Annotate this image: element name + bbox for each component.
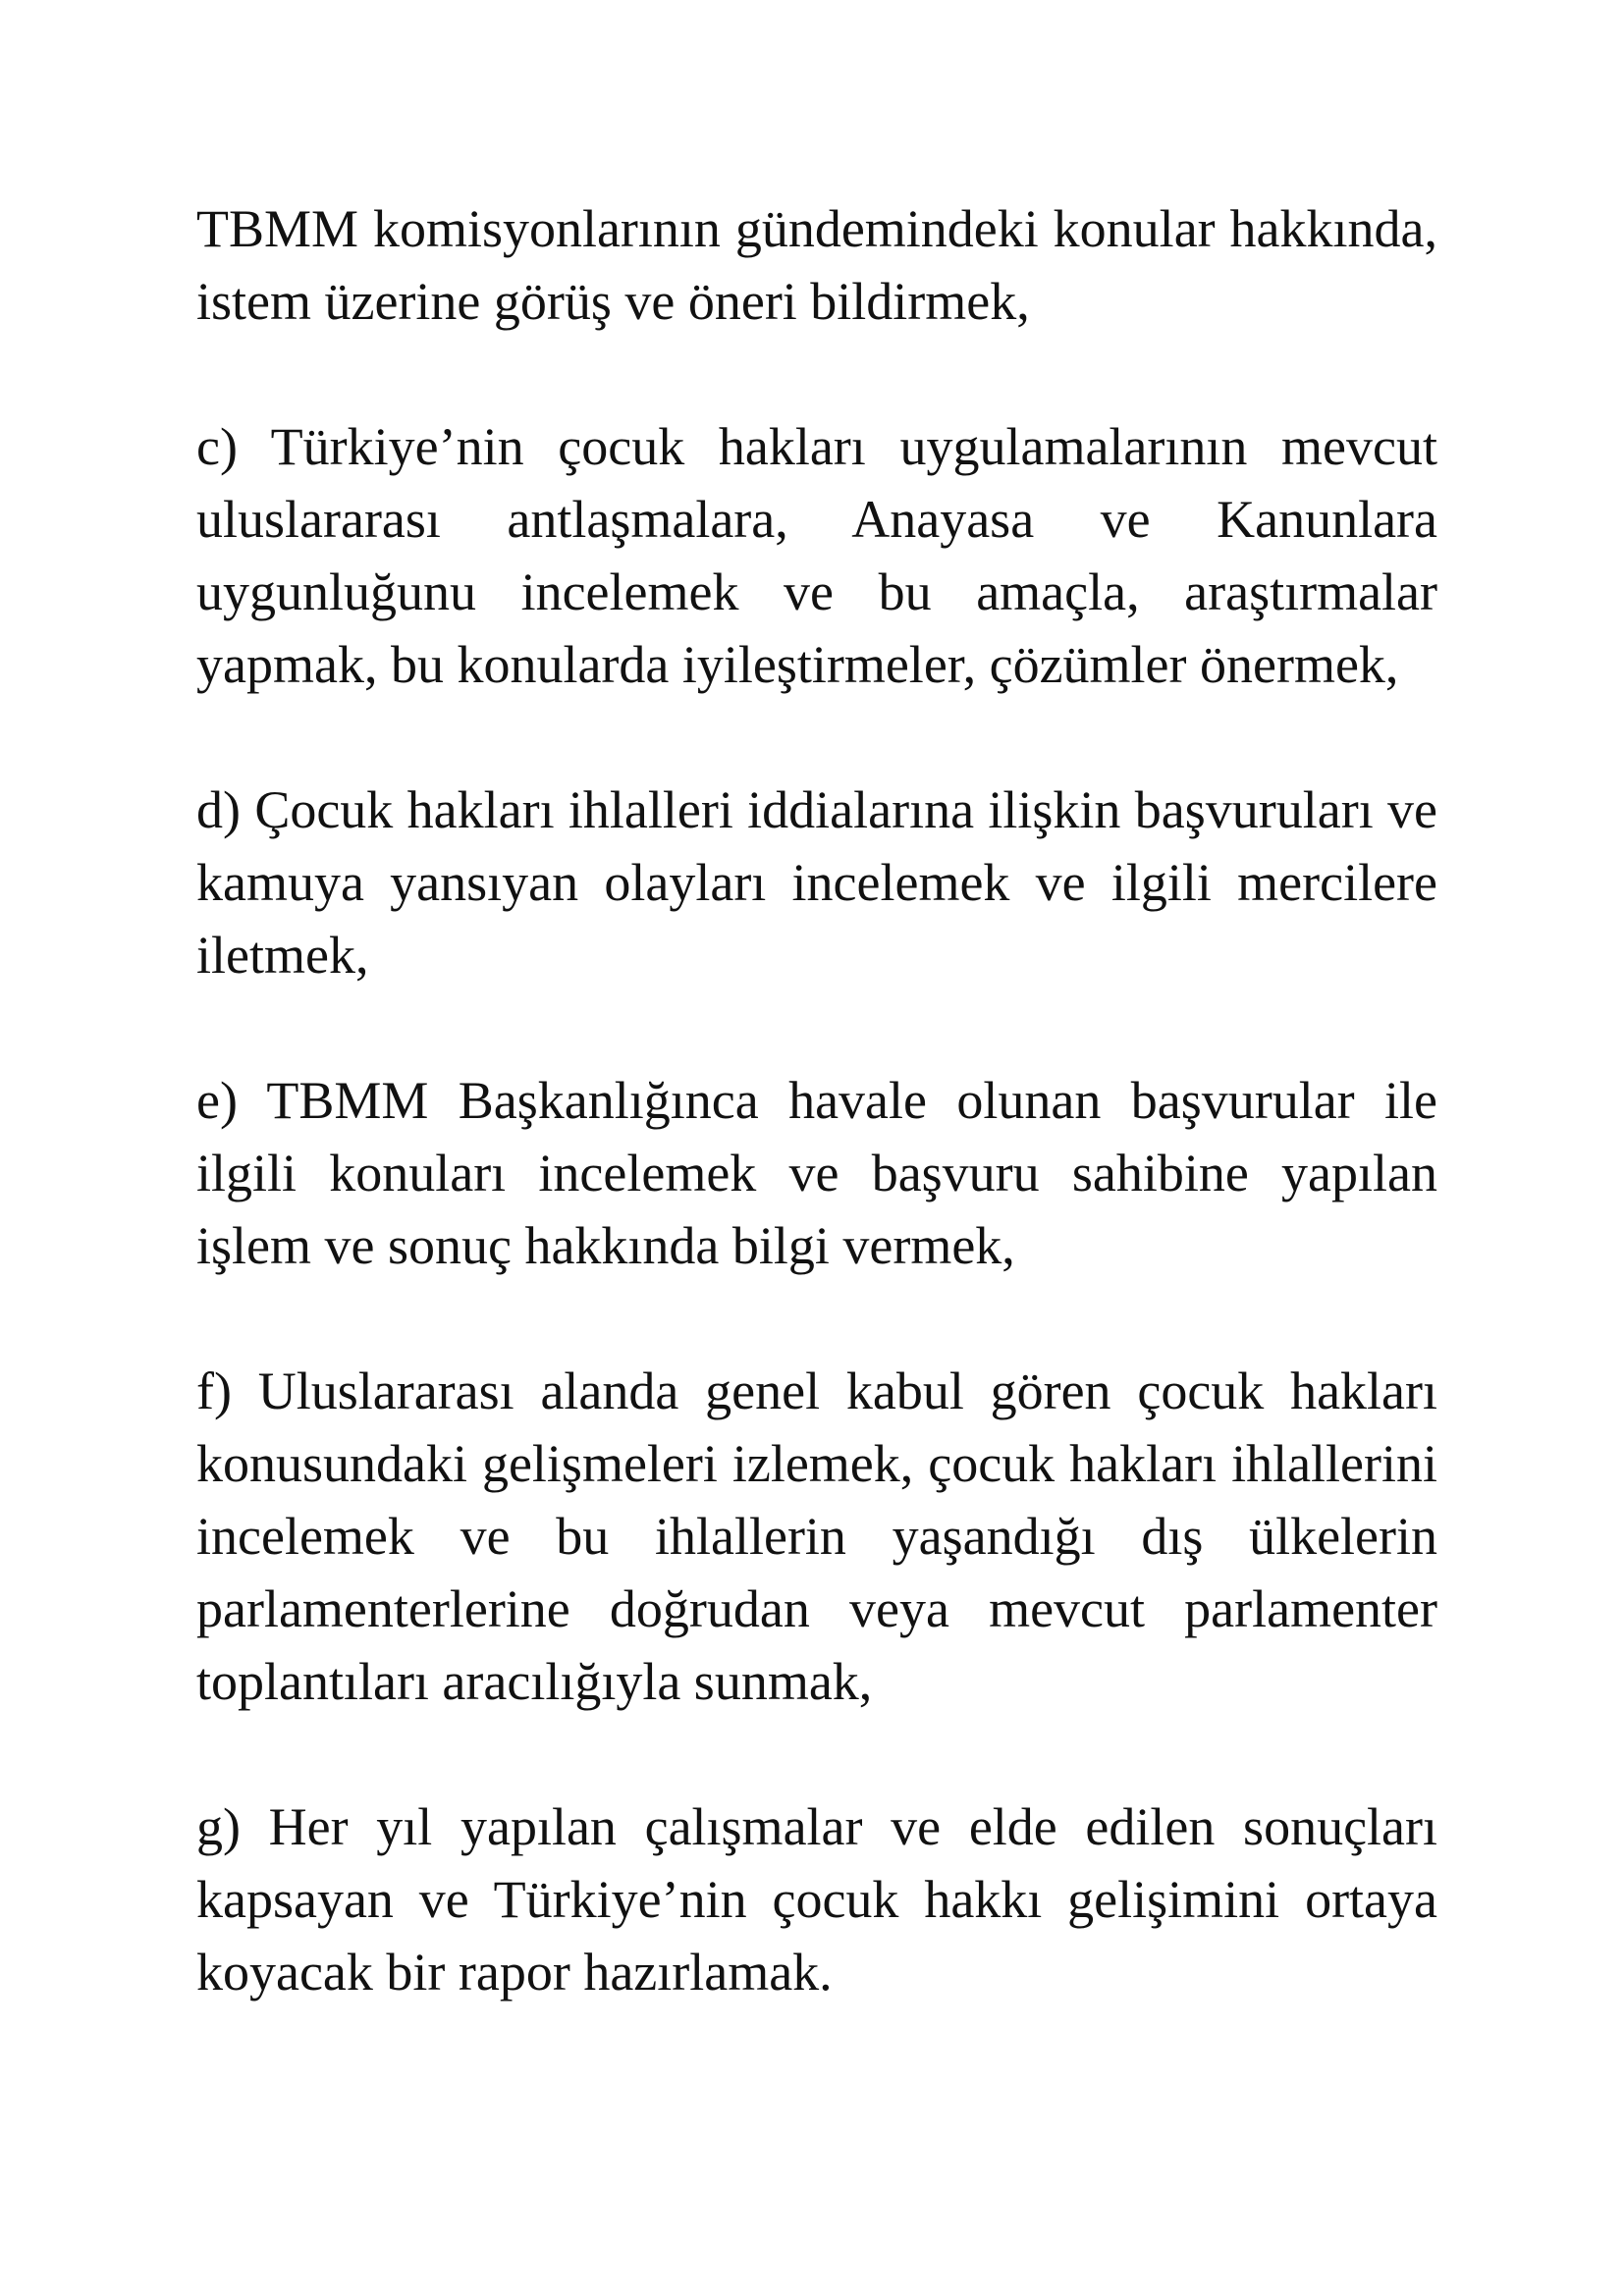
paragraph-c: c) Türkiye’nin çocuk hakları uygulamalarının mevcut uluslararası antlaşmalara, Anayasa ve Kanunlara uygunluğunu incelemek ve bu amaçla, araştırmalar yapmak, bu konularda iyileştirmeler, çözümler önermek, — [196, 417, 1437, 694]
paragraph-d: d) Çocuk hakları ihlalleri iddialarına ilişkin başvuruları ve kamuya yansıyan olayları incelemek ve ilgili mercilere iletmek, — [196, 780, 1437, 985]
document-body — [196, 192, 1437, 2081]
paragraph-g: g) Her yıl yapılan çalışmalar ve elde edilen sonuçları kapsayan ve Türkiye’nin çocuk hakkı gelişimini ortaya koyacak bir rapor hazırlamak. — [196, 1797, 1437, 2002]
paragraph-e: e) TBMM Başkanlığınca havale olunan başvurular ile ilgili konuları incelemek ve başvuru sahibine yapılan işlem ve sonuç hakkında bilgi vermek, — [196, 1071, 1437, 1275]
paragraph-f: f) Uluslararası alanda genel kabul gören çocuk hakları konusundaki gelişmeleri izlemek, çocuk hakları ihlallerini incelemek ve bu ihlallerin yaşandığı dış ülkelerin parlamenterlerine doğrudan veya mevcut parlamenter toplantıları aracılığıyla sunmak, — [196, 1362, 1437, 1711]
paragraph-intro: TBMM komisyonlarının gündemindeki konular hakkında, istem üzerine görüş ve öneri bildirmek, — [196, 199, 1437, 331]
